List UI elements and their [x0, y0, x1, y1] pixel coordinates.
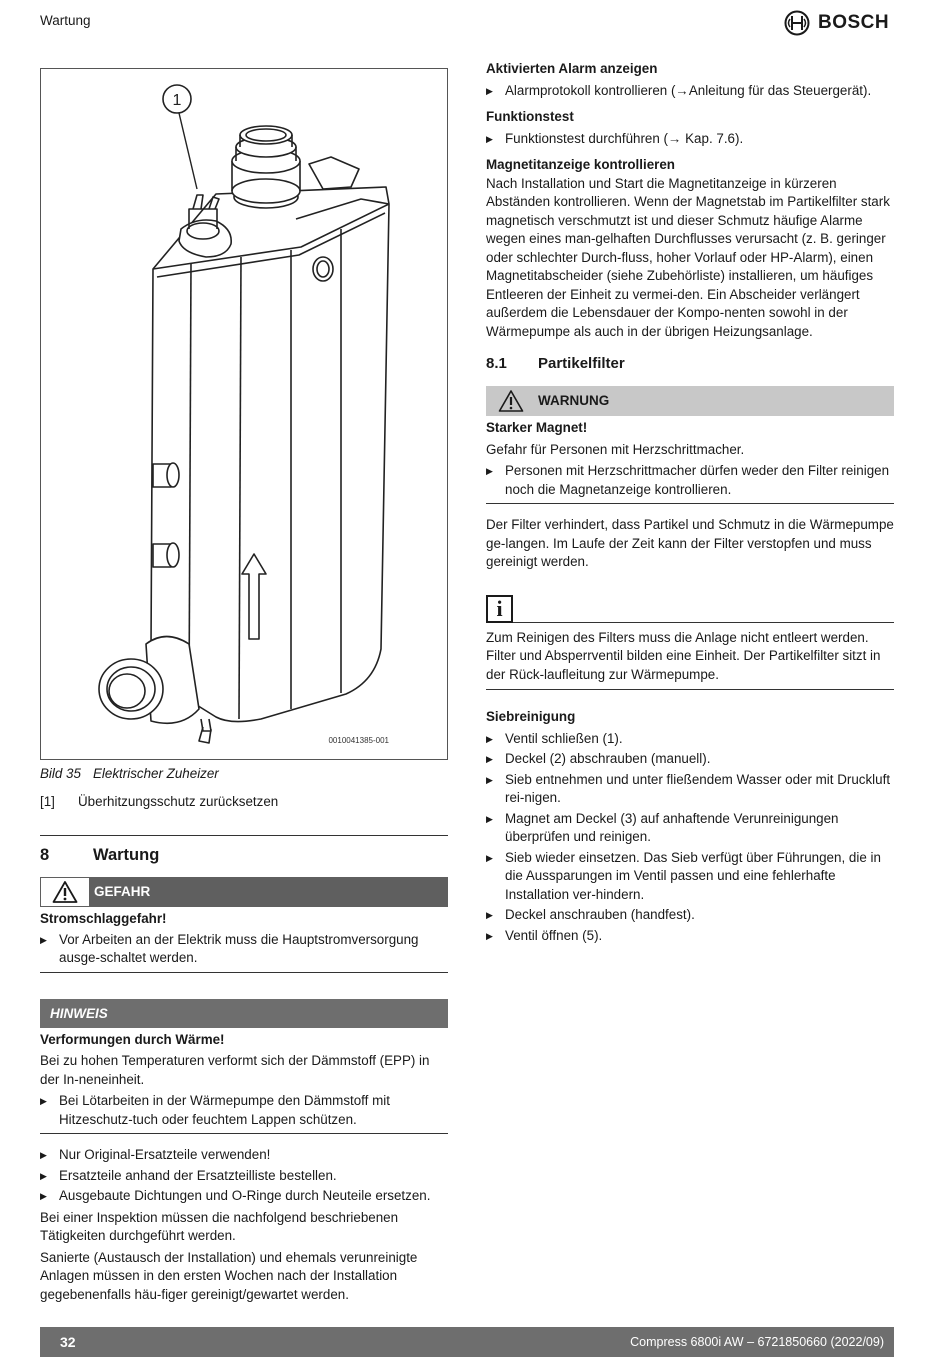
page-number: 32 [60, 1333, 76, 1350]
danger-block [40, 910, 448, 973]
notice-bar: HINWEIS [40, 999, 448, 1028]
figure-callout-number: 1 [172, 92, 182, 109]
legend-text: Überhitzungsschutz zurücksetzen [78, 793, 279, 809]
caption-number: Bild 35 [40, 766, 81, 781]
magnetite-text: Nach Installation und Start die Magnetitanzeige in kürzeren Abständen kontrollieren. Wenn der Magnetstab im Partikelfilter stark magnetisch verschmutzt ist und dieser Schmutz häufige Alarme wegen eines man-gelhaften Durchflusses verursacht (z. B. geringer oder schlechter Durch-fluss, hoher Vorlauf oder HP-Alarm), einen Magnetitabscheider (siehe Zubehörliste) installieren, um häufiges Entleeren der Einheit zu vermei-den. Ein Abscheider verlängert außerdem die Lebensdauer der Kompo-nenten sowohl in der Wärmepumpe als auch in der übrigen Heizungsanlage. [486, 175, 890, 339]
function-test-heading: Funktionstest [486, 109, 574, 124]
alarm-heading: Aktivierten Alarm anzeigen [486, 61, 658, 76]
warning-bullet: ▶ Personen mit Herzschrittmacher dürfen weder den Filter reinigen noch die Magnetanzeige kontrollieren. [486, 462, 894, 499]
list-item: ▶ Ventil öffnen (5). [486, 927, 894, 946]
running-header: Wartung [40, 13, 91, 28]
warning-bar [486, 386, 894, 416]
section-title: Partikelfilter [538, 355, 625, 372]
info-icon: i [486, 595, 513, 623]
figure-legend [40, 793, 448, 812]
list-item: ▶ Sieb wieder einsetzen. Das Sieb verfügt über Führungen, die in die Aussparungen im Ventil passen und eine fehlerhafte Installation ver-hindern. [486, 849, 894, 905]
list-item: ▶ Ausgebaute Dichtungen und O-Ringe durch Neuteile ersetzen. [40, 1187, 448, 1206]
section-8-heading [40, 835, 448, 865]
danger-heading: Stromschlaggefahr! [40, 911, 167, 926]
notice-text: Bei zu hohen Temperaturen verformt sich der Dämmstoff (EPP) in der In-neneinheit. [40, 1053, 430, 1087]
document-reference: Compress 6800i AW – 6721850660 (2022/09) [630, 1334, 884, 1349]
list-item: ▶ Deckel (2) abschrauben (manuell). [486, 750, 894, 769]
sieve-cleaning-steps [486, 730, 894, 946]
notice-heading: Verformungen durch Wärme! [40, 1031, 225, 1047]
info-box [486, 593, 894, 691]
list-item: ▶ Deckel anschrauben (handfest). [486, 906, 894, 925]
caption-text: Elektrischer Zuheizer [93, 766, 219, 781]
list-item: ▶ Magnet am Deckel (3) auf anhaftende Verunreinigungen überprüfen und reinigen. [486, 810, 894, 847]
left-column [40, 68, 448, 1304]
renovation-paragraph: Sanierte (Austausch der Installation) und ehemals verunreinigte Anlagen müssen in den ersten Wochen nach der Installation gegebenenfalls häu-figer gereinigt/gewartet werden. [40, 1249, 418, 1302]
electric-heater-drawing [41, 69, 449, 761]
legend-number: [1] [40, 793, 55, 809]
info-header [486, 593, 894, 623]
bosch-armature-icon [784, 10, 810, 36]
section-number: 8.1 [486, 355, 507, 372]
magnetite-heading: Magnetitanzeige kontrollieren [486, 157, 675, 172]
right-column [486, 60, 894, 945]
warning-triangle-icon [486, 386, 536, 416]
function-test-bullet: ▶ Funktionstest durchführen (→ Kap. 7.6). [486, 130, 894, 149]
warning-heading: Starker Magnet! [486, 420, 588, 435]
notice-bullet: ▶ Bei Lötarbeiten in der Wärmepumpe den Dämmstoff mit Hitzeschutz-tuch oder feuchtem Lappen schützen. [40, 1092, 448, 1129]
list-item: ▶ Sieb entnehmen und unter fließendem Wasser oder mit Druckluft rei-nigen. [486, 771, 894, 808]
section-8-1-heading [486, 354, 894, 374]
info-text: Zum Reinigen des Filters muss die Anlage nicht entleert werden. Filter und Absperrventil bilden eine Einheit. Der Partikelfilter sitzt in der Rück-laufleitung zur Wärmepumpe. [486, 623, 894, 691]
notice-block [40, 1031, 448, 1135]
heater-figure [40, 68, 448, 760]
section-number: 8 [40, 846, 50, 864]
section-title: Wartung [93, 846, 160, 864]
warning-triangle-icon [40, 877, 90, 907]
sieve-cleaning-heading: Siebreinigung [486, 709, 576, 724]
danger-label: GEFAHR [94, 883, 151, 899]
warning-block [486, 419, 894, 504]
list-item: ▶ Nur Original-Ersatzteile verwenden! [40, 1146, 448, 1165]
brand-name: BOSCH [818, 12, 890, 33]
danger-bar [40, 877, 448, 907]
warning-label: WARNUNG [538, 392, 610, 408]
filter-paragraph: Der Filter verhindert, dass Partikel und Schmutz in die Wärmepumpe ge-langen. Im Laufe der Zeit kann der Filter verstopfen und muss gereinigt werden. [486, 517, 894, 569]
page-footer [40, 1327, 894, 1357]
danger-bullet: ▶ Vor Arbeiten an der Elektrik muss die Hauptstromversorgung ausge-schaltet werden. [40, 931, 448, 968]
alarm-bullet: ▶ Alarmprotokoll kontrollieren (→Anleitung für das Steuergerät). [486, 82, 894, 101]
warning-text: Gefahr für Personen mit Herzschrittmacher. [486, 441, 745, 457]
figure-code: 0010041385-001 [328, 736, 389, 745]
maintenance-bullets [40, 1146, 448, 1206]
list-item: ▶ Ventil schließen (1). [486, 730, 894, 749]
list-item: ▶ Ersatzteile anhand der Ersatzteilliste bestellen. [40, 1167, 448, 1186]
inspection-paragraph: Bei einer Inspektion müssen die nachfolgend beschriebenen Tätigkeiten durchgeführt werden. [40, 1209, 399, 1243]
figure-caption [40, 765, 448, 784]
bosch-logo [784, 10, 889, 36]
